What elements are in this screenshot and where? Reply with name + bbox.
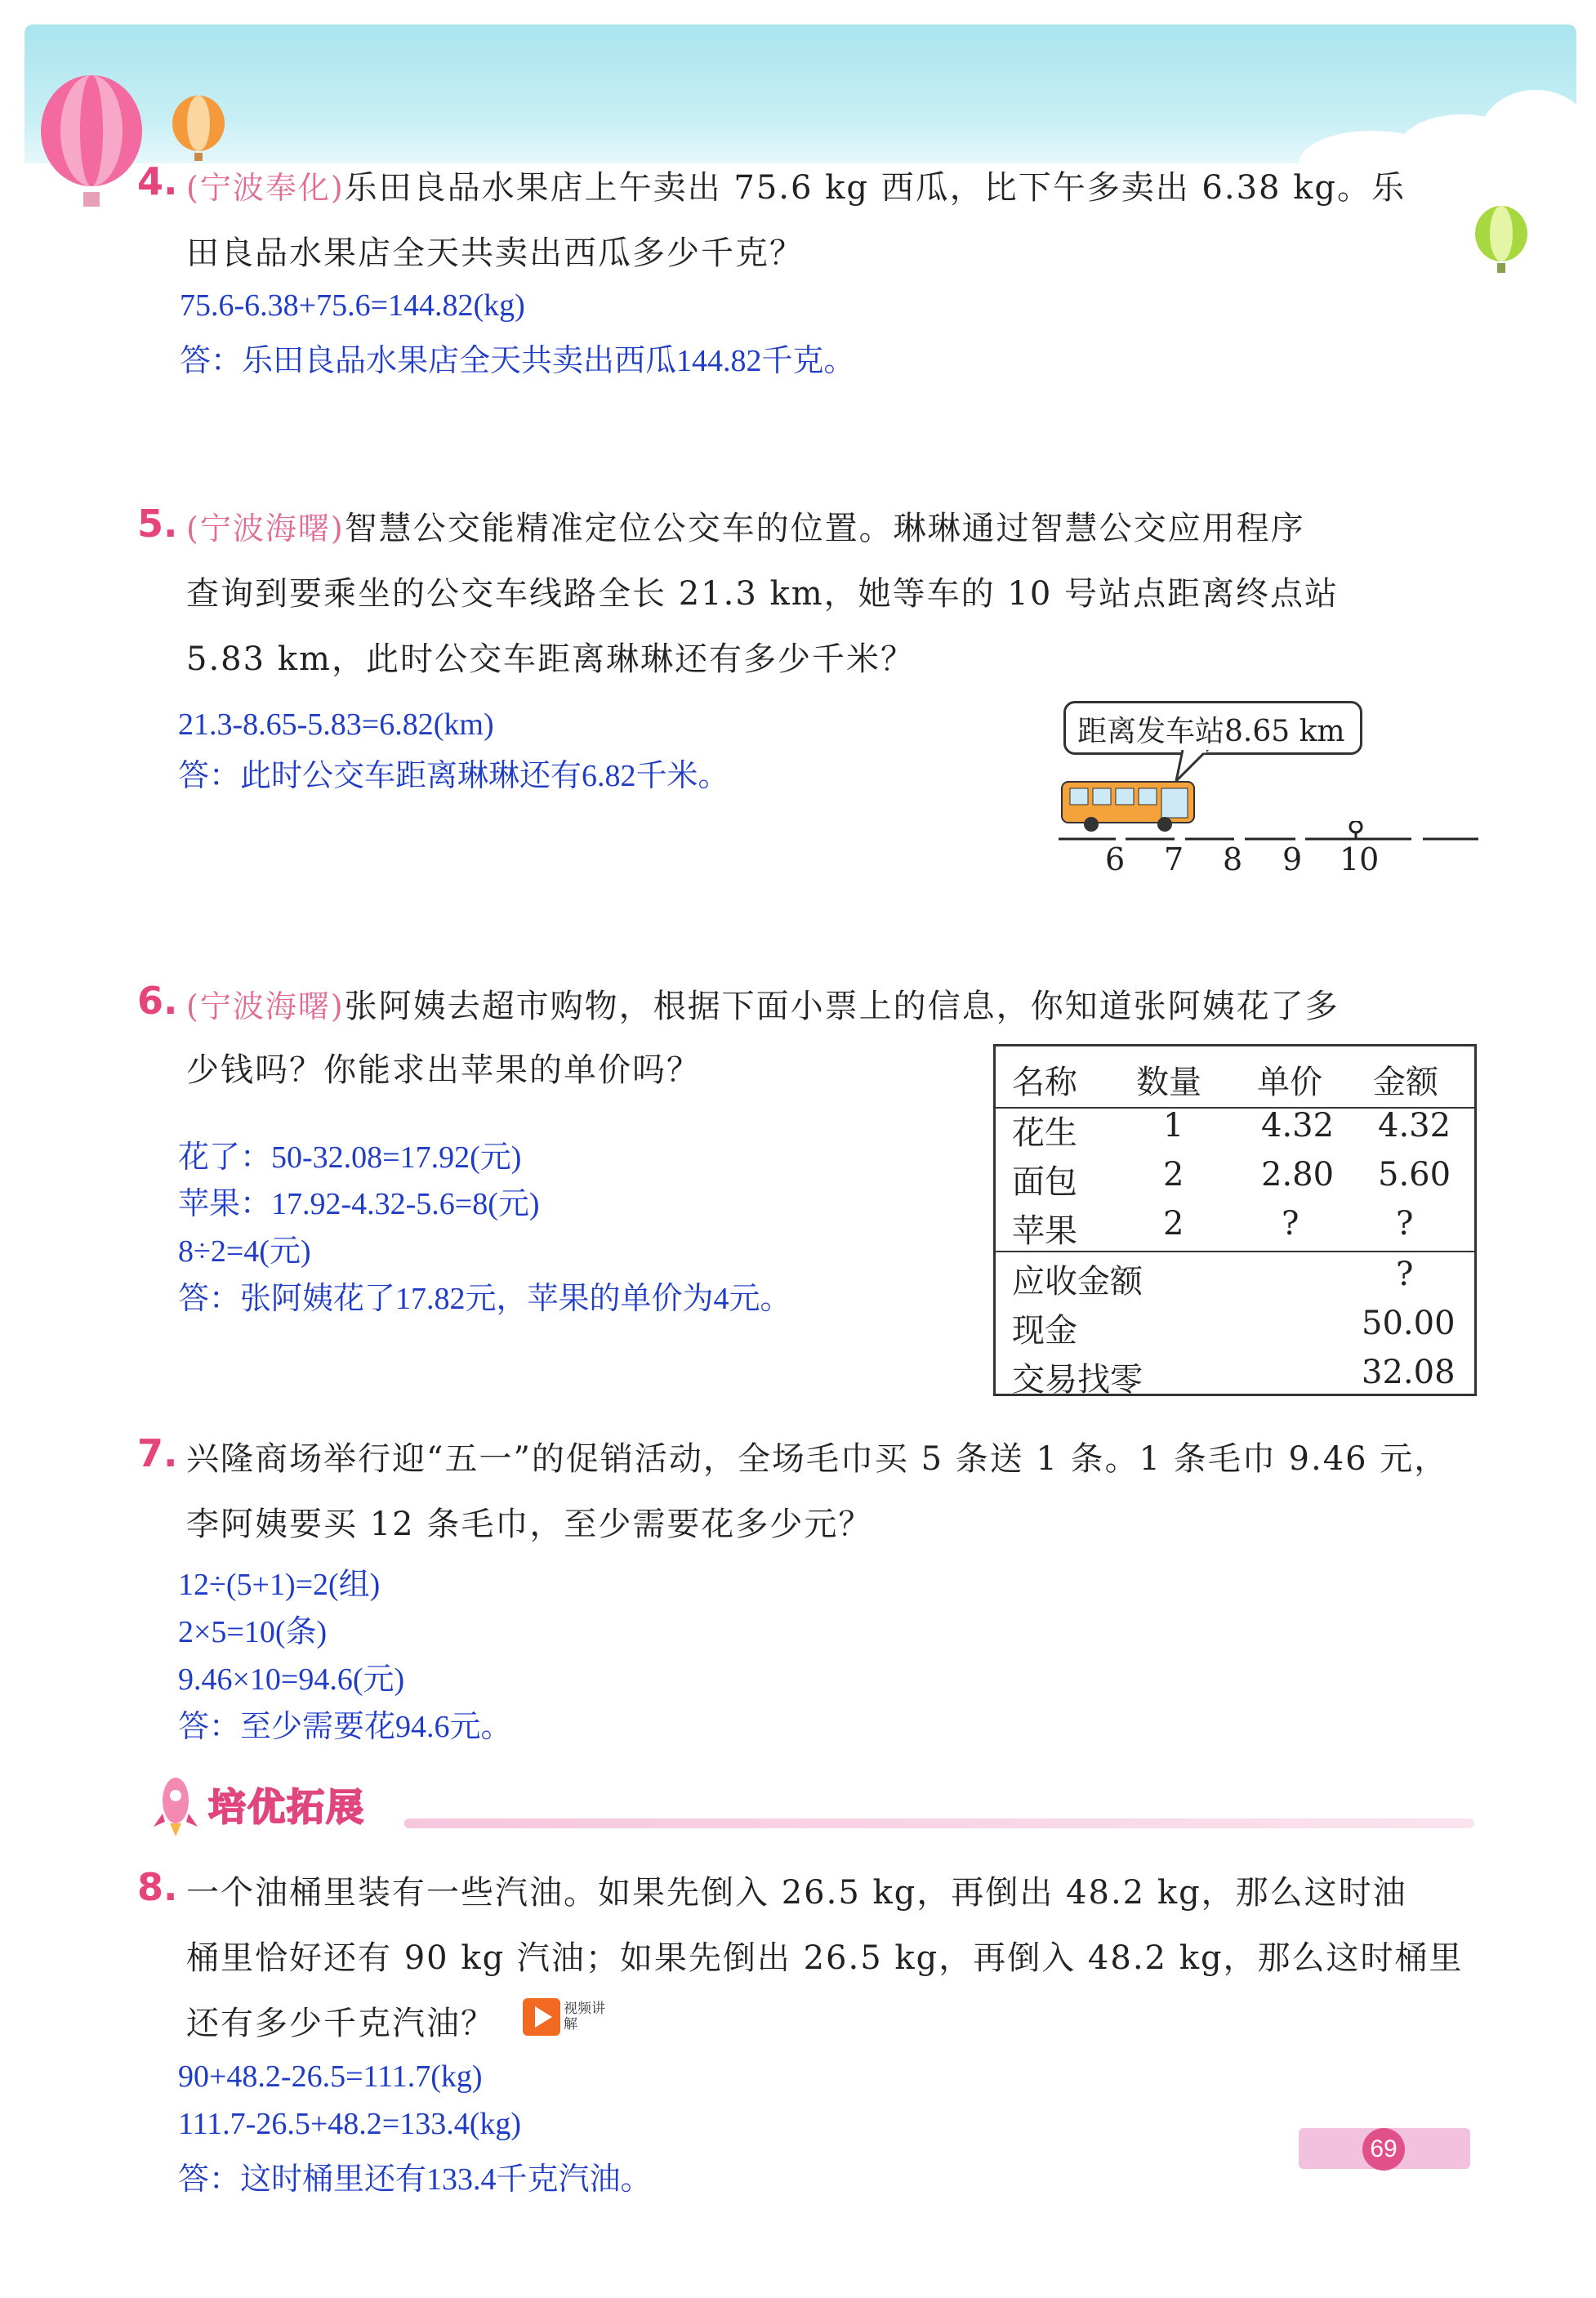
- video-badge-label: 视频讲解: [564, 2001, 605, 2033]
- receipt-header-cell: 金额: [1373, 1064, 1438, 1101]
- receipt-header-cell: 单价: [1257, 1064, 1322, 1101]
- question-source-tag: (宁波奉化): [186, 170, 345, 206]
- speech-bubble-tail: [1168, 750, 1217, 784]
- speech-bubble-text: 距离发车站8.65 km: [1077, 715, 1345, 748]
- question-number: 6.: [137, 979, 178, 1023]
- receipt-cell: 4.32: [1261, 1107, 1335, 1145]
- receipt-cell: 花生: [1012, 1114, 1077, 1152]
- receipt-header-row: [996, 1053, 1474, 1102]
- page-number-badge: [1299, 2128, 1470, 2169]
- question-number: 7.: [137, 1431, 178, 1475]
- receipt-total-value: 32.08: [1362, 1354, 1456, 1391]
- hot-air-balloon-icon: [1470, 204, 1536, 282]
- answer-line: 2×5=10(条): [178, 1615, 328, 1649]
- question-text: 张阿姨去超市购物，根据下面小票上的信息，你知道张阿姨花了多: [344, 988, 1340, 1025]
- receipt-cell: 4.32: [1378, 1107, 1451, 1145]
- page-number: 69: [1362, 2128, 1405, 2171]
- question-number: 5.: [137, 502, 178, 546]
- hot-air-balloon-icon: [167, 94, 233, 167]
- answer-line: 8÷2=4(元): [178, 1234, 311, 1269]
- question-5-line-1: [186, 502, 1305, 549]
- receipt-total-row: [996, 1350, 1474, 1399]
- answer-line: 21.3-8.65-5.83=6.82(km): [178, 707, 494, 742]
- receipt-total-value: 50.00: [1362, 1305, 1456, 1342]
- question-source-tag: (宁波海曙): [186, 988, 345, 1024]
- receipt-cell: 2: [1163, 1156, 1184, 1194]
- question-8-line-3: 还有多少千克汽油？: [186, 2005, 495, 2042]
- video-lesson-button[interactable]: [523, 1998, 609, 2036]
- station-label: 8: [1223, 841, 1243, 877]
- question-5-line-2: 查询到要乘坐的公交车线路全长 21.3 km，她等车的 10 号站点距离终点站: [186, 575, 1339, 613]
- question-4-line-1: [186, 162, 1406, 208]
- question-6-line-1: [186, 980, 1340, 1027]
- question-4-line-2: 田良品水果店全天共卖出西瓜多少千克？: [186, 234, 804, 272]
- receipt-total-row: [996, 1301, 1474, 1350]
- receipt-cell: 2: [1163, 1205, 1184, 1243]
- cloud-decoration: [1478, 90, 1593, 188]
- receipt-cell: 5.60: [1378, 1156, 1451, 1194]
- play-icon: [523, 1998, 560, 2036]
- receipt-total-label: 应收金额: [1012, 1263, 1143, 1301]
- answer-line: 花了：50-32.08=17.92(元): [178, 1140, 522, 1175]
- answer-line: 答：乐田良品水果店全天共卖出西瓜144.82千克。: [180, 344, 855, 378]
- receipt-header-cell: 数量: [1136, 1064, 1201, 1101]
- section-title: [208, 1778, 365, 1832]
- question-text: 乐田良品水果店上午卖出 75.6 kg 西瓜，比下午多卖出 6.38 kg。乐: [344, 169, 1407, 207]
- receipt-table: [993, 1044, 1477, 1399]
- receipt-row: [996, 1153, 1474, 1202]
- station-label: 7: [1164, 841, 1184, 877]
- question-7-line-2: 李阿姨要买 12 条毛巾，至少需要花多少元？: [186, 1506, 873, 1543]
- answer-line: 90+48.2-26.5=111.7(kg): [178, 2059, 483, 2094]
- question-7-line-1: 兴隆商场举行迎“五一”的促销活动，全场毛巾买 5 条送 1 条。1 条毛巾 9.46 元，: [186, 1440, 1449, 1478]
- receipt-total-row: [996, 1252, 1474, 1301]
- question-8-line-2: 桶里恰好还有 90 kg 汽油；如果先倒出 26.5 kg，再倒入 48.2 kg，那么这时桶里: [186, 1939, 1464, 1977]
- answer-line: 答：至少需要花94.6元。: [178, 1710, 512, 1744]
- receipt-row: [996, 1202, 1474, 1251]
- receipt-cell: 1: [1163, 1107, 1184, 1145]
- receipt-total-label: 现金: [1012, 1312, 1077, 1350]
- receipt-cell: ?: [1282, 1205, 1300, 1243]
- receipt-cell: ?: [1396, 1205, 1414, 1243]
- question-6-line-2: 少钱吗？你能求出苹果的单价吗？: [186, 1051, 701, 1089]
- section-title-text: 培优拓展: [208, 1785, 365, 1829]
- question-8-line-1: 一个油桶里装有一些汽油。如果先倒入 26.5 kg，再倒出 48.2 kg，那么这时油: [186, 1874, 1407, 1912]
- receipt-cell: 2.80: [1261, 1156, 1335, 1194]
- answer-line: 答：张阿姨花了17.82元，苹果的单价为4元。: [178, 1282, 791, 1316]
- receipt-cell: 苹果: [1012, 1212, 1077, 1250]
- receipt-total-value: ?: [1396, 1256, 1414, 1293]
- header-sky-banner: [25, 25, 1576, 163]
- question-number: 8.: [137, 1865, 178, 1909]
- receipt-cell: 面包: [1012, 1163, 1077, 1201]
- question-5-line-3: 5.83 km，此时公交车距离琳琳还有多少千米？: [186, 640, 915, 678]
- answer-line: 苹果：17.92-4.32-5.6=8(元): [178, 1187, 540, 1221]
- station-label: 9: [1282, 841, 1303, 877]
- answer-line: 9.46×10=94.6(元): [178, 1662, 405, 1697]
- receipt-header-cell: 名称: [1012, 1064, 1077, 1101]
- answer-line: 12÷(5+1)=2(组): [178, 1568, 381, 1602]
- answer-line: 答：此时公交车距离琳琳还有6.82千米。: [178, 759, 729, 793]
- rocket-icon: [147, 1773, 204, 1838]
- section-divider-bar: [404, 1818, 1474, 1828]
- answer-line: 111.7-26.5+48.2=133.4(kg): [178, 2107, 522, 2141]
- receipt-row: [996, 1104, 1474, 1153]
- answer-line: 75.6-6.38+75.6=144.82(kg): [180, 288, 525, 323]
- receipt-total-label: 交易找零: [1012, 1361, 1143, 1399]
- answer-line: 答：这时桶里还有133.4千克汽油。: [178, 2162, 652, 2197]
- question-text: 智慧公交能精准定位公交车的位置。琳琳通过智慧公交应用程序: [344, 510, 1305, 547]
- station-label: 6: [1105, 841, 1126, 877]
- station-label: 10: [1340, 841, 1380, 877]
- question-number: 4.: [137, 159, 178, 203]
- question-source-tag: (宁波海曙): [186, 511, 345, 547]
- speech-bubble: [1063, 701, 1362, 755]
